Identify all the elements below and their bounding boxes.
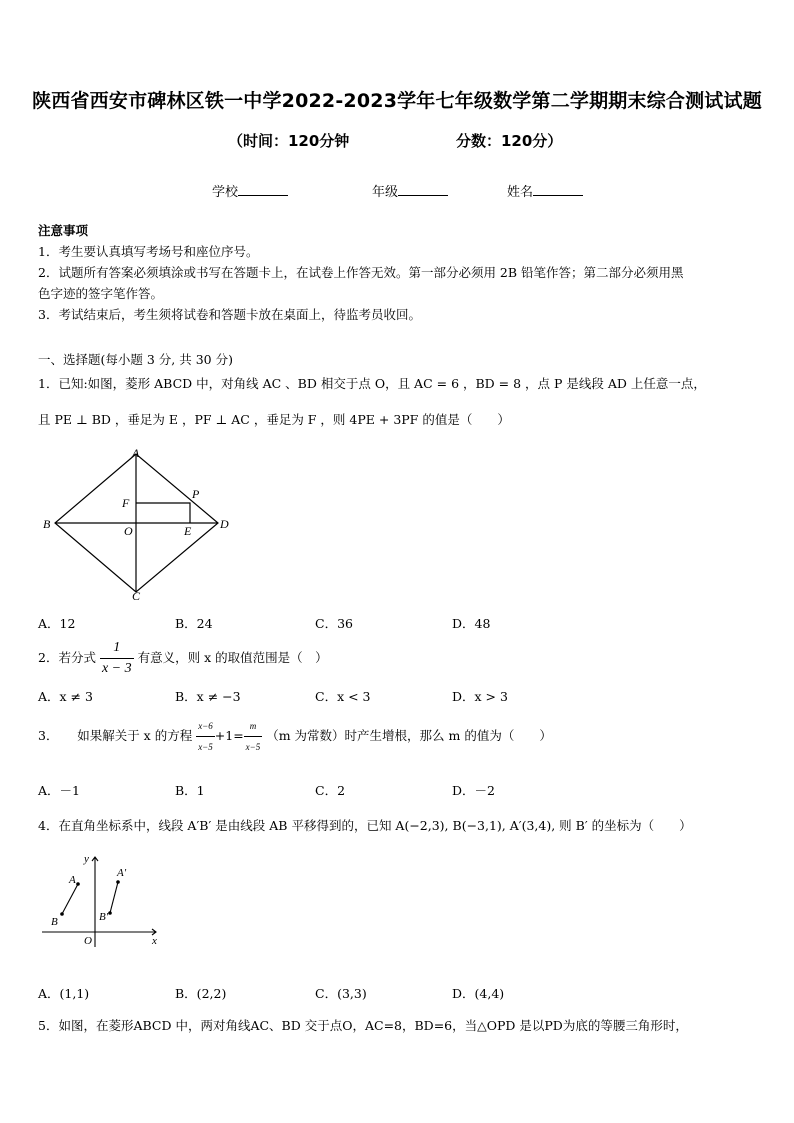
page-title: 陕西省西安市碑林区铁一中学2022-2023学年七年级数学第二学期期末综合测试试题 bbox=[32, 90, 762, 112]
label-b-prime: B′ bbox=[99, 911, 109, 923]
q3-option-a[interactable]: A．－1 bbox=[38, 783, 80, 798]
name-field[interactable] bbox=[507, 181, 583, 200]
name-label: 姓名 bbox=[507, 185, 534, 200]
label-d: D bbox=[220, 517, 229, 531]
q3-option-d[interactable]: D．－2 bbox=[452, 783, 495, 798]
label-a: A bbox=[69, 874, 76, 886]
label-o: O bbox=[124, 524, 133, 538]
label-b: B bbox=[43, 517, 51, 531]
name-blank[interactable] bbox=[533, 183, 583, 196]
q1-option-c[interactable]: C．36 bbox=[315, 616, 353, 631]
exam-score: 分数：120分） bbox=[456, 132, 563, 150]
q3-fraction-1 bbox=[196, 716, 215, 757]
q4-text: 4．在直角坐标系中，线段 A′B′ 是由线段 AB 平移得到的，已知 A(−2,3), B(−3,1), A′(3,4), 则 B′ 的坐标为（ ） bbox=[38, 818, 692, 833]
school-blank[interactable] bbox=[238, 183, 288, 196]
grade-field[interactable] bbox=[372, 181, 448, 200]
q3-frac2-den: x−5 bbox=[245, 742, 261, 752]
grade-blank[interactable] bbox=[398, 183, 448, 196]
label-a-prime: A′ bbox=[117, 867, 127, 879]
q3-frac1-num: x−6 bbox=[196, 716, 215, 737]
q1-option-d[interactable]: D．48 bbox=[452, 616, 491, 631]
label-p: P bbox=[192, 487, 200, 501]
q2-pre: 2．若分式 bbox=[38, 650, 96, 665]
label-a: A bbox=[132, 446, 140, 460]
label-y: y bbox=[84, 853, 89, 865]
q5-text: 5．如图，在菱形ABCD 中，两对角线AC、BD 交于点O，AC=8，BD=6，当△OPD 是以PD为底的等腰三角形时， bbox=[38, 1018, 688, 1033]
notes-item: 色字迹的签字笔作答。 bbox=[38, 286, 164, 301]
label-e: E bbox=[184, 524, 192, 538]
q2-option-c[interactable]: C．x < 3 bbox=[315, 689, 371, 704]
q2-post: 有意义，则 x 的取值范围是（ ） bbox=[137, 650, 328, 665]
q1-option-a[interactable]: A．12 bbox=[38, 616, 76, 631]
segment-ab bbox=[62, 884, 78, 914]
q2-text bbox=[38, 638, 328, 679]
q2-option-b[interactable]: B．x ≠ −3 bbox=[175, 689, 241, 704]
notes-item: 2．试题所有答案必须填涂或书写在答题卡上，在试卷上作答无效。第一部分必须用 2B 铅笔作答；第二部分必须用黑 bbox=[38, 265, 684, 280]
q3-frac2-num: m bbox=[244, 716, 263, 737]
label-f: F bbox=[122, 496, 130, 510]
notes-item: 1．考生要认真填写考场号和座位序号。 bbox=[38, 244, 259, 259]
q2-fraction bbox=[100, 638, 134, 679]
q1-text-line2: 且 PE ⊥ BD ，垂足为 E ，PF ⊥ AC ，垂足为 F ，则 4PE + 3PF 的值是（ ） bbox=[38, 412, 510, 427]
q4-option-a[interactable]: A．(1,1) bbox=[38, 986, 90, 1001]
school-label: 学校 bbox=[212, 185, 239, 200]
label-x: x bbox=[152, 935, 157, 947]
q2-frac-den: x − 3 bbox=[101, 661, 132, 676]
exam-time: （时间：120分钟 bbox=[228, 132, 350, 150]
q4-option-b[interactable]: B．(2,2) bbox=[175, 986, 227, 1001]
q3-frac1-den: x−5 bbox=[198, 742, 213, 752]
section-heading: 一、选择题(每小题 3 分, 共 30 分) bbox=[38, 352, 233, 367]
q4-option-c[interactable]: C．(3,3) bbox=[315, 986, 367, 1001]
q4-option-d[interactable]: D．(4,4) bbox=[452, 986, 505, 1001]
q3-text bbox=[38, 716, 552, 757]
perpendicular-segments bbox=[136, 503, 190, 523]
q1-option-b[interactable]: B．24 bbox=[175, 616, 213, 631]
q3-pre: 3． 如果解关于 x 的方程 bbox=[38, 728, 193, 743]
school-field[interactable] bbox=[212, 181, 288, 200]
q1-text-line1: 1．已知:如图，菱形 ABCD 中，对角线 AC 、BD 相交于点 O，且 AC = 6 ，BD = 8 ，点 P 是线段 AD 上任意一点， bbox=[38, 376, 706, 391]
q2-frac-num: 1 bbox=[100, 638, 134, 659]
q3-fraction-2 bbox=[244, 716, 263, 757]
grade-label: 年级 bbox=[372, 185, 399, 200]
q2-option-d[interactable]: D．x > 3 bbox=[452, 689, 508, 704]
q4-coordinate-figure bbox=[38, 852, 168, 952]
q1-rhombus-figure bbox=[38, 444, 238, 604]
label-c: C bbox=[132, 589, 141, 603]
q2-option-a[interactable]: A．x ≠ 3 bbox=[38, 689, 93, 704]
notes-item: 3．考试结束后，考生须将试卷和答题卡放在桌面上，待监考员收回。 bbox=[38, 307, 421, 322]
notes-heading: 注意事项 bbox=[38, 223, 89, 238]
q3-option-b[interactable]: B．1 bbox=[175, 783, 205, 798]
label-b: B bbox=[51, 916, 58, 928]
q3-option-c[interactable]: C．2 bbox=[315, 783, 346, 798]
segment-a-prime-b-prime bbox=[110, 882, 118, 913]
label-origin: O bbox=[84, 935, 92, 947]
q3-mid: +1= bbox=[214, 728, 244, 743]
q3-post: （m 为常数）时产生增根，那么 m 的值为（ ） bbox=[266, 728, 552, 743]
